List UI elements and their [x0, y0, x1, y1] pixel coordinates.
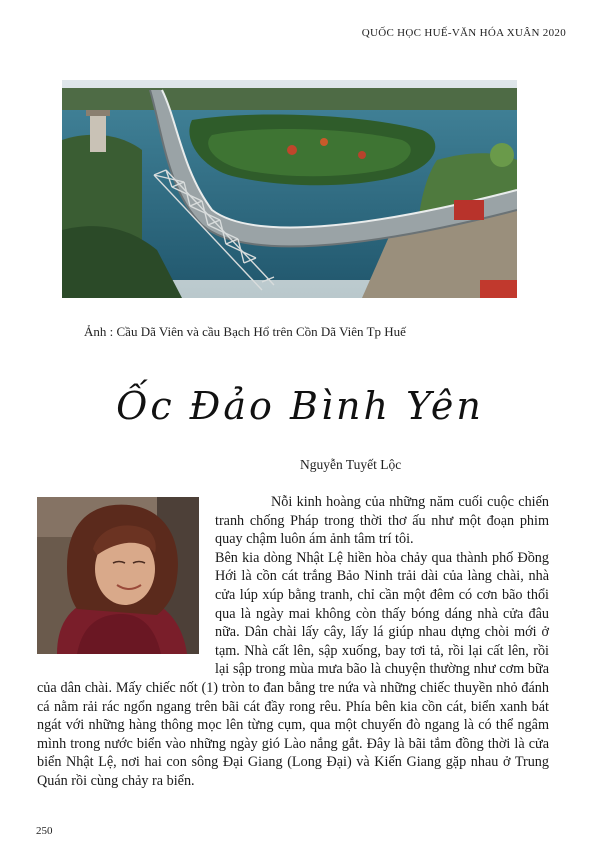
article-paragraph-1: Nỗi kinh hoàng của những năm cuối cuộc chiến tranh chống Pháp trong thời thơ ấu như một đoạn phim quay chậm luôn ám ảnh tâm trí tôi.	[215, 494, 549, 548]
bridge-photo-illustration	[62, 80, 517, 298]
article-body	[37, 493, 549, 791]
portrait-text-wrap-spacer	[37, 493, 215, 661]
bridge-photo	[62, 80, 517, 298]
page-number: 250	[36, 825, 53, 837]
photo-caption: Ảnh : Cầu Dã Viên và cầu Bạch Hổ trên Cồn Dã Viên Tp Huế	[84, 324, 406, 339]
article-title: Ốc Đảo Bình Yên	[116, 384, 484, 428]
publication-header: QUỐC HỌC HUẾ-VĂN HÓA XUÂN 2020	[361, 27, 566, 39]
article-author: Nguyễn Tuyết Lộc	[300, 457, 402, 472]
article-paragraph-2: Bên kia dòng Nhật Lệ hiền hòa chảy qua thành phố Đồng Hới là cồn cát trắng Bảo Ninh trải dài của làng chài, nhà cửa lúp xúp bằng tranh, chỉ cần một đêm có cơn bão thổi qua là ngày mai không còn thấy bóng dáng nhà cửa đâu nữa. Dân chài lấy cây, lấy lá giúp nhau dựng chòi mới ở tạm. Nhà cất lên, sập xuống, bay tơi tả, rồi lại cất lên, rồi lại sập trong mùa mưa bão là chuyện thường như cơm bữa của dân chài. Mấy chiếc nốt (1) tròn to đan bằng tre nứa và những chiếc thuyền nhỏ đánh cá nằm rải rác ngổn ngang trên bãi cát đầy rong rêu. Phía bên kia cồn cát, biển xanh bát ngát với những hàng thông mọc lên từng cụm, qua một chuyến đò ngang là có thể ngâm mình trong nước biển vào những ngày gió Lào nắng gắt. Đây là bãi tắm đồng thời là cửa biển Nhật Lệ, nơi hai con sông Đại Giang (Long Đại) và Kiến Giang gặp nhau ở Trung Quán rồi cùng chảy ra biển.	[37, 549, 549, 789]
